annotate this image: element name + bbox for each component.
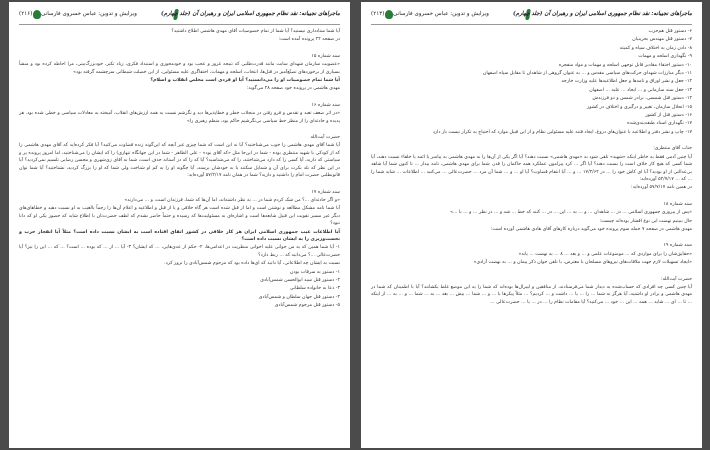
paragraph: ۱۷- نگهداری اسناد طبقه‌بندی‌شده <box>627 121 692 127</box>
paragraph: ۱۰- دستور اختفاء مقادیر قابل توجهی اسلحه و مهمات و مواد منفجره <box>558 62 692 68</box>
paragraph: «پس از پیروزی جمهوری اسلامی ... در ... شاهدان ... و ... به ... این ... در ... کنند که خط ... شد و ... در نظر ... و ... با ...» <box>450 210 692 216</box>
paragraph: «ایجاد تسهیلات لازم جهت ملاقات‌های نیروهای مسلحان با معترض، با تلفن جوان ذکر پیمان و ... به نهضت آزادی» <box>473 260 692 266</box>
paragraph: آیا شما تمام خصوصیات او را می‌دانستید؟ آیا او فردی است مخلص انقلاب و اسلام؟ <box>150 78 340 84</box>
spacer <box>371 268 692 274</box>
section-heading: سند شماره ۱۹ <box>663 243 692 249</box>
spacer <box>19 126 340 132</box>
book-title: ماجراهای نجیبانه: نقد نظام جمهوری اسلامی ایران و رهبران آن (جلد چهارم) <box>161 11 340 17</box>
section-heading: سند شماره ۱۸ <box>663 201 692 207</box>
editor-credit: ویرایش و تدوین: عباس خسروی فارسانی <box>393 11 489 17</box>
paragraph: آیا اطلاعات غیب جمهوری اسلامی ایران هر کار خلافی در کشور اتفاق افتاده است به ایشان نسبت داده است؟ مثلاً آیا انفجار حزب و نخست‌وزیری را به ایشان نسبت داده است؟ <box>19 229 340 242</box>
section-heading: حضرت آیت‌الله <box>310 135 340 141</box>
emblem-icon <box>33 10 41 19</box>
paragraph: ۱- دستور به سرقات بودن <box>290 269 340 275</box>
page-header <box>19 8 340 25</box>
left-page <box>9 2 350 448</box>
section-heading: حضرت آیت‌الله: <box>660 276 692 282</box>
emblem-icon <box>385 10 393 19</box>
spacer <box>19 45 340 51</box>
page-body <box>19 28 340 444</box>
section-heading: سند شماره ۱۷ <box>311 189 340 195</box>
paragraph: حال ببینیم نهضت این نوع اقشار بوده‌اند چیست: <box>599 218 692 224</box>
editor-credit: ویرایش و تدوین: عباس خسروی فارسانی <box>41 11 137 17</box>
paragraph: ۱۱- دیگر مبارزات شهدای حرکت‌های سیاسی مقدس و ... به عنوان گروهی از شاهدان تا مقابل سپاه اصفهان <box>482 71 692 77</box>
paragraph: آیا چنین آدمی فقط به خاطر اینکه «شهید» تلقی شود به «مهدی هاشمی» نسبت دهند؟ آیا اگر یکی از آن‌ها را به مهدی هاشمی به پیامبر یا ائمه یا خلفاء نسبت دهند، آیا شما کسی که هیچ کار خلاف است را نسبت دهند؟ آیا اگر ... کرد پیرامون عملکرد همه حاکمان را قدر، شما برای مهدی هاشمی، نامه بیدار ... تا کنون شما آیا شاهد بی‌عدالتی از او بودید؟ آیا ای کاش خود را ... در ۱۷/۲/۶۴ ... و ... آیا انتقام قضاوت؟ آیا او ... و ... شما آن مرد ... حضرت‌عالی ... می‌کنید ... اطلاعات ... شاید شما را ... که ... ۵۴/۷/۱۷ آورده‌اید: <box>371 154 693 182</box>
spacer <box>371 234 692 240</box>
paragraph: ۶- دستور قتل هم‌حزب <box>648 29 692 34</box>
paragraph: ۵- دستور قتل مرحوم شمس‌آبادی <box>274 303 340 309</box>
paragraph: ۱۲- جعل و نشر اوراق و نامه‌ها و جعل اطلاعیه‌ها علیه وزارت خارجه <box>561 79 692 85</box>
paragraph: ۱۶- دستور قتل از کشور <box>645 113 692 119</box>
spacer <box>371 137 692 143</box>
paragraph: ۱۳- جعل سند سازمانی و ... ایجاد ... علیه ... اصفهان <box>589 87 692 93</box>
paragraph: ۳- دعا به خانواده سلطانی <box>289 286 340 292</box>
book-title: ماجراهای نجیبانه: نقد نظام جمهوری اسلامی ایران و رهبران آن (جلد چهارم) <box>513 11 692 17</box>
paragraph: «عضویت سازمان شهدای سابت مانند قدرت‌طلبی که نتیجه غرور و عجب بود و خودمحوری و استبداد فکری، زیاد تکبر، خودبزرگ‌بینی، مرا احاطه کرده بود و منشأ بسیاری از برخوردهای تصنّع‌آمیز در قتل‌ها، انتخاب، اسلحه و مهمات، اختفاگری علیه مسئولین، از این خصلت شیطانی سرچشمه گرفته بود» <box>19 62 340 75</box>
paragraph: ۱۵- انحلال سازمان، تغییر و درگیری و اختلاف در کشور <box>587 104 692 110</box>
paragraph: «و اگر حادثه‌ای ...؟ من شک کردم شما در ... به نظر داشته‌اند، اما آن‌ها که شما، فرزندان است، و ... می‌دارند» <box>124 197 340 203</box>
paragraph: نسبت به ایشان چه اطلاعاتی، آیا دانید که ای‌ها داده بود که مرحوم شمس‌آبادی را ترور کرد. <box>164 261 340 267</box>
page-number: (۲۱۶) <box>19 11 33 17</box>
page-number: (۲۱۳) <box>371 11 385 17</box>
paragraph: مهدی هاشمی در صفحه ۷ جمله سوم پرونده خود می‌گوید درباره کارهای آقای هادی هاشمی آورده است: <box>490 226 692 232</box>
paragraph: ۷- دستور قتل مهندس بحرینیان <box>632 37 692 43</box>
section-heading: جناب آقای منتظری: <box>653 146 692 152</box>
page-body <box>371 28 692 444</box>
paragraph: مهدی هاشمی در پرونده خود صفحه ۲۸ می‌گوید: <box>246 86 340 92</box>
paragraph: ۹- نگهداری اسلحه و مهمات <box>638 54 692 60</box>
paragraph: در همین نامه ۵۷/۷/۱۷ آورده‌اید: <box>630 185 692 191</box>
right-page <box>361 2 702 448</box>
paragraph: آیا شما ستادداری نیستید؟ آیا شما از تمام خصوصیات آقای مهدی هاشمی اطلاع داشتید؟ <box>171 29 340 34</box>
section-heading: سند شماره ۱۵ <box>311 53 340 59</box>
paragraph: «در اثر ضعف تعبد و تقدس و فرو رفتن در منجلاب خطر و خطاپذیرها دید و نگرشم نسبت به همه ارزش‌های انقلاب، آمیخته به معادلات سیاسی و خطی شده بود. هر پدیده و حادثه‌ای را از منظر خط سیاسی بی‌نگرشیم حاکم بود، منظم رهبری را» <box>19 111 340 124</box>
paragraph: ۲- دستور قتل سید ابوالحسن شمس‌آبادی <box>260 277 340 283</box>
spacer <box>19 181 340 187</box>
spacer <box>371 193 692 199</box>
page-header <box>371 8 692 25</box>
paragraph: ۱۷- چاپ و نشر دفتر و اطلاعیه با عنوان‌های دروغ، ایجاد فتنه علیه مسئولین نظام و از این قبیل موارد که احتیاج به تکرار نیست باز دارد <box>432 129 692 135</box>
spacer <box>19 94 340 100</box>
paragraph: ۱۴- دستور قتل شمسی، برادر شمس و دو فرزندش <box>592 96 692 102</box>
paragraph: آیا شما آقای مهدی هاشمی را خوب می‌شناختید؟ آیا نه این است که شما چیزی غیر آنچه که این‌گونه زنده قضاوت می‌کنید؟ آیا فکر کرده‌اید که آقای مهدی هاشمی را که از کودکی با شهید منتظری بوده - شما در این‌جا مثل «که آقای بود» - علی الظاهر - شما در این جهانگاه تنهاری) را که ایشان را می‌شناختید، اما امروز پرونده پر و سیاستی که دارید، آیا کسی را که دارد می‌شناختند، را که می‌شناسید؟ آیا که را که در آستانه حذف است، شما به آقای زی‌شهری و محسن رضایی تلسیم نمی‌کردید؟ آیا در این نظر که بلد بکرت برای آن و شمایل سکتند یا به خودشان برسند، آیا چگونه او را به کم او شناخت ولی شما که او را بزرگ کردید، نشناختید؟ آیا شما توان قانونطلبی حضرت امام را داشتید و دارید؟ شما در همان نامه ۵۷/۲/۱۷ آورده‌اید: <box>19 143 340 179</box>
paragraph: «حقایق‌شان را برای مواردی که ... موضوعات علمی و ... و بعد ... ۸ ... به نهضت ... یابد» <box>518 251 692 257</box>
paragraph: آیا شما نامه مشکل مطالعه و نوشتن است و اما از قبل شده است هر گاه خلافی و یا از قبل و اطلاعیه و اعلام آن‌ها را رجماً بالغیب به او نسبت دهید و خطاهای‌های دیگر غیر مسیر تقویت این قبیل شایعه‌ها است و اشاره‌ای به مسئولیت‌ها که رسیده و حتماً حاضر نشدم که لطف حضرت‌تان با اطلاع شاید که حضور یکی او که دانا نبود؟ <box>19 206 340 227</box>
section-heading: سند شماره ۱۶ <box>311 102 340 108</box>
paragraph: در صفحه ۲۴ پرونده آمده است: <box>278 37 340 43</box>
paragraph: ۸- دادن زمان به اختلاف سپاه و کمیته <box>619 45 692 51</box>
paragraph: آیا چنین کسی چه افرادی که حساب‌شده به دیدار شما می‌فرستادند، از منافقین و لیبرال‌ها بوده‌اند که شما را به این موضع غلط بکشانند؟ آیا با اطمینان که شما در مهدی هاشمی و برادر او داشتید، آیا هرگز به شما ... را ... یا ... داشت و ... کردیم؟ ... مثلاً پیکرها با ... و ... شما ... بیش ... بعد ... به ... شما ... و ... به ... از اینکه ... تا ... ای ... شاید ... همه ... این ... خود ... می‌کنید؟ آیا مقامات نظام را ... در ... یا ... حضرت‌عالی ... <box>371 284 692 305</box>
paragraph: ۱- آیا شما همین که به من جوانی علیه اخوانی منظریت در اعدامی‌ها، ۲- حکم از عدی‌هایی، ... که ایشان؟ ۳- آیا ... از ... که بوده ... است؟ ... که ... این را نیز؟ آیا حضرت‌عالی ...؟ می‌دانید که ... ربط دارد؟ <box>19 245 340 258</box>
paragraph: ۴- دستور قتل جهان سلطان و شمس‌آبادی <box>258 294 340 300</box>
